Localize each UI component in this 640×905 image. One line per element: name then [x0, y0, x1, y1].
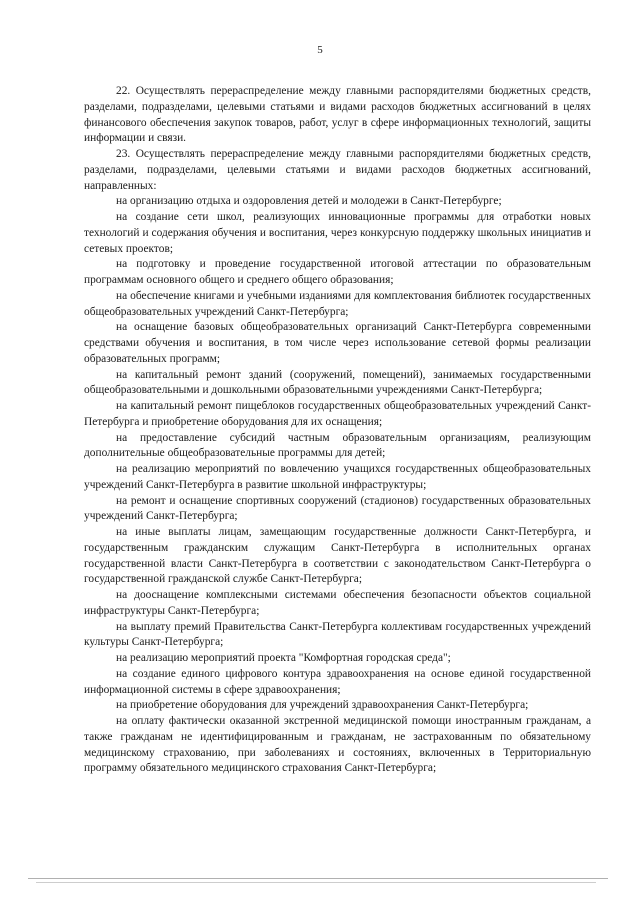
- document-body: [84, 84, 591, 777]
- list-item-healthcare-equipment: на приобретение оборудования для учреждений здравоохранения Санкт-Петербурга;: [116, 699, 529, 712]
- list-item-school-network: на создание сети школ, реализующих инновационные программы для отработки новых технологий и содержания обучения и воспитания, через конкурсную поддержку школьных инициатив и сетевых проектов;: [84, 211, 591, 255]
- list-item-culture-premiums: на выплату премий Правительства Санкт-Петербурга коллективам государственных учреждений культуры Санкт-Петербурга;: [84, 620, 591, 649]
- list-item-sports-facilities: на ремонт и оснащение спортивных сооружений (стадионов) государственных образовательных учреждений Санкт-Петербурга;: [84, 494, 591, 523]
- paragraph-22: 22. Осуществлять перераспределение между главными распорядителями бюджетных средств, разделами, подразделами, целевыми статьями и видами расходов бюджетных ассигнований в целях финансового обеспечения закупок товаров, работ, услуг в сфере информационных технологий, защиты информации и связи.: [84, 85, 591, 145]
- list-item-library-books: на обеспечение книгами и учебными изданиями для комплектования библиотек государственных общеобразовательных учреждений Санкт-Петербурга;: [84, 289, 591, 318]
- list-item-capital-repair-kitchens: на капитальный ремонт пищеблоков государственных общеобразовательных учреждений Санкт-Петербурга и приобретение оборудования для их оснащения;: [84, 400, 591, 428]
- scan-edge-line: [36, 882, 596, 883]
- list-item-emergency-care: на оплату фактически оказанной экстренной медицинской помощи иностранным гражданам, а также гражданам не идентифицированным и гражданам, не застрахованным по обязательному медицинскому страхованию, при заболеваниях и состояниях, включенных в Территориальную программу обязательного медицинского страхования Санкт-Петербурга;: [84, 715, 591, 775]
- page-number: 5: [317, 44, 323, 56]
- list-item-digital-healthcare: на создание единого цифрового контура здравоохранения на основе единой государственной информационной системы в сфере здравоохранения;: [84, 667, 591, 696]
- scan-edge-line: [28, 878, 608, 879]
- list-item-children-recreation: на организацию отдыха и оздоровления детей и молодежи в Санкт-Петербурге;: [116, 195, 502, 208]
- list-item-student-involvement: на реализацию мероприятий по вовлечению учащихся государственных общеобразовательных учреждений Санкт-Петербурга в развитие школьной инфраструктуры;: [84, 463, 591, 491]
- list-item-capital-repair-buildings: на капитальный ремонт зданий (сооружений, помещений), занимаемых государственными общеобразовательными и дошкольными образовательными учреждениями Санкт-Петербурга;: [84, 368, 591, 397]
- list-item-private-subsidies: на предоставление субсидий частным образовательным организациям, реализующим дополнительные общеобразовательные программы для детей;: [84, 431, 591, 460]
- list-item-civil-servant-payments: на иные выплаты лицам, замещающим государственные должности Санкт-Петербурга, и государственным гражданским служащим Санкт-Петербурга в исполнительных органах государственной власти Санкт-Петербурга в соответствии с законодательством Санкт-Петербурга о государственной гражданской службе Санкт-Петербурга;: [84, 526, 591, 586]
- list-item-base-organizations: на оснащение базовых общеобразовательных организаций Санкт-Петербурга современными средствами обучения и воспитания, в том числе через использование сетевой формы реализации образовательных программ;: [84, 321, 591, 365]
- paragraph-23: 23. Осуществлять перераспределение между главными распорядителями бюджетных средств, разделами, подразделами, целевыми статьями и видами расходов бюджетных ассигнований, направленных:: [84, 148, 591, 192]
- list-item-final-attestation: на подготовку и проведение государственной итоговой аттестации по образовательным программам основного общего и среднего общего образования;: [84, 258, 591, 286]
- list-item-comfortable-city: на реализацию мероприятий проекта "Комфортная городская среда";: [116, 652, 451, 664]
- list-item-security-systems: на дооснащение комплексными системами обеспечения безопасности объектов социальной инфраструктуры Санкт-Петербурга;: [84, 589, 591, 617]
